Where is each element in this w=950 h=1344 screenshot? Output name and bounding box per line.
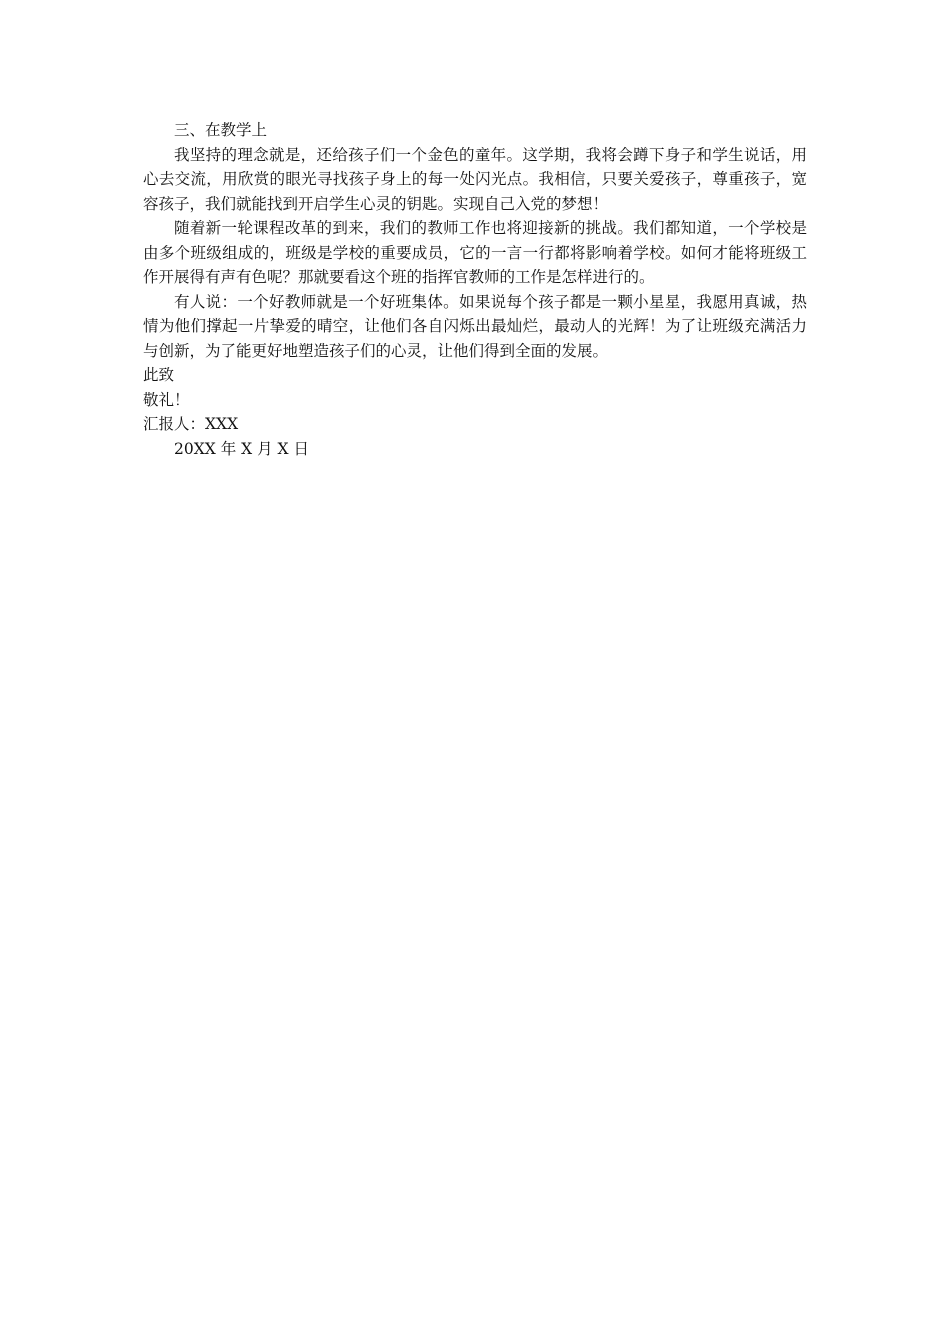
paragraph-1: 我坚持的理念就是，还给孩子们一个金色的童年。这学期，我将会蹲下身子和学生说话，用心去交流，用欣赏的眼光寻找孩子身上的每一处闪光点。我相信，只要关爱孩子，尊重孩子，宽容孩子，我们就能找到开启学生心灵的钥匙。实现自己入党的梦想！ [143, 145, 807, 213]
paragraph-3: 有人说：一个好教师就是一个好班集体。如果说每个孩子都是一颗小星星，我愿用真诚，热情为他们撑起一片挚爱的晴空，让他们各自闪烁出最灿烂，最动人的光辉！为了让班级充满活力与创新，为了能更好地塑造孩子们的心灵，让他们得到全面的发展。 [143, 292, 807, 360]
document-body [143, 118, 807, 461]
section-heading: 三、在教学上 [174, 121, 268, 139]
report-date: 20XX 年 X 月 X 日 [174, 439, 309, 458]
closing-regards: 敬礼！ [143, 390, 190, 409]
reporter-signature: 汇报人：XXX [143, 415, 239, 433]
paragraph-2: 随着新一轮课程改革的到来，我们的教师工作也将迎接新的挑战。我们都知道，一个学校是由多个班级组成的，班级是学校的重要成员，它的一言一行都将影响着学校。如何才能将班级工作开展得有声有色呢？那就要看这个班的指挥官教师的工作是怎样进行的。 [143, 219, 807, 286]
closing-salutation: 此致 [143, 366, 175, 384]
